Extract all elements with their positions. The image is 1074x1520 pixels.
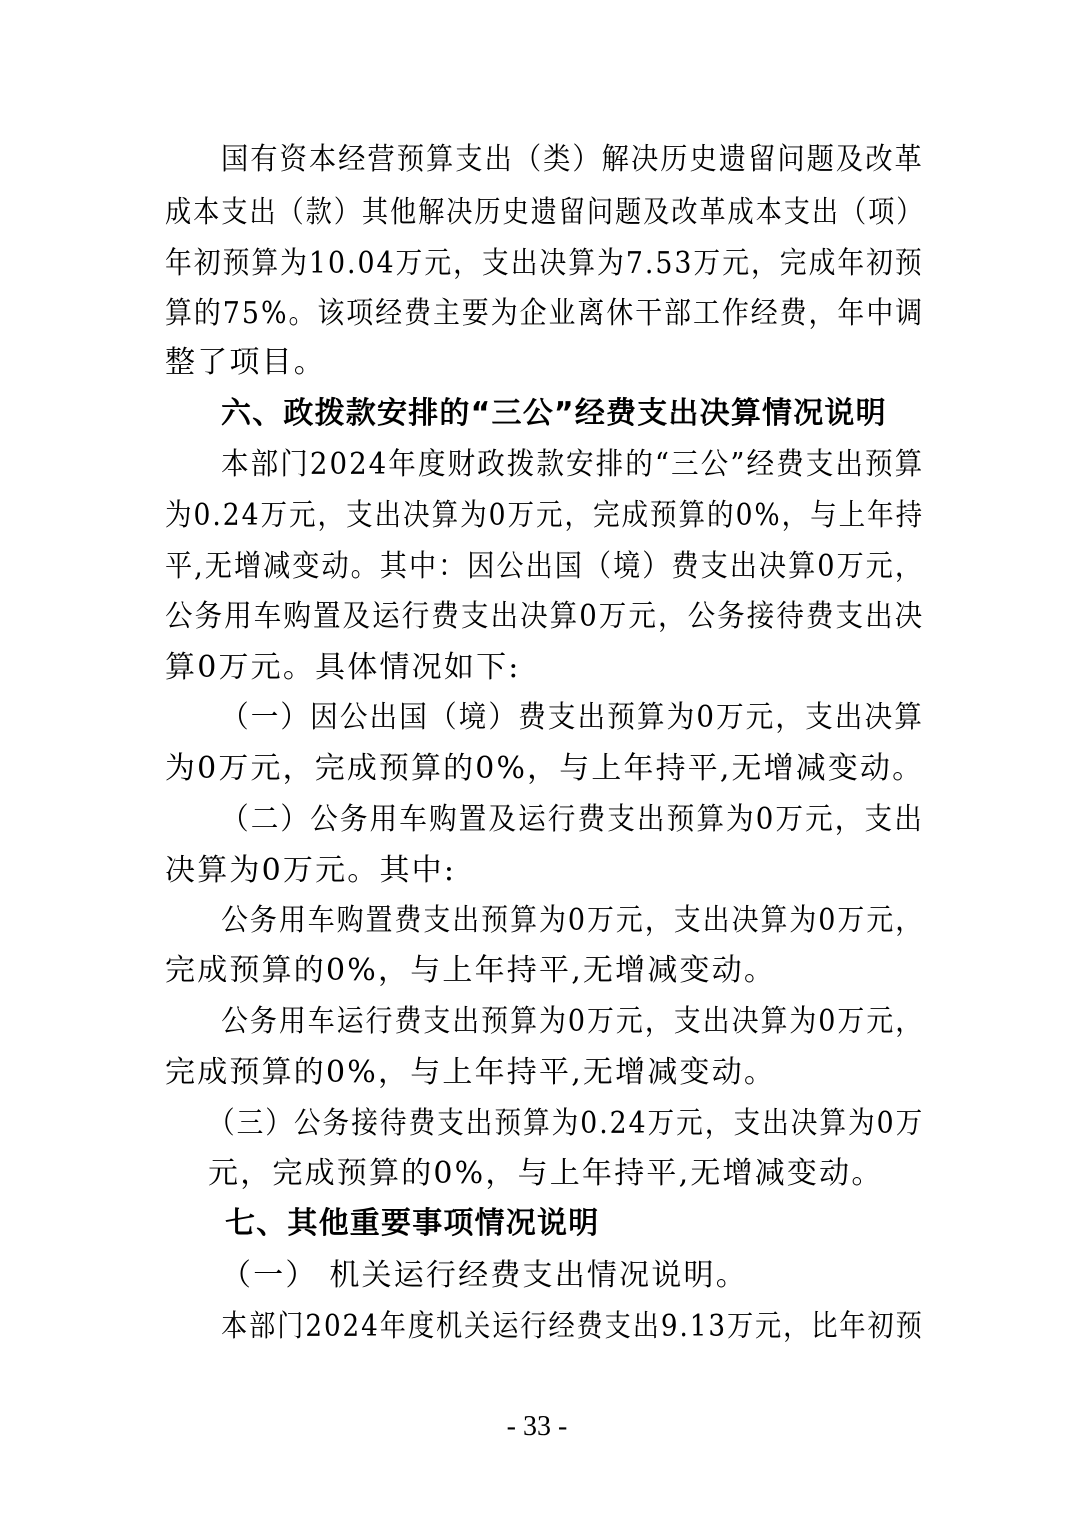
body-line: 算0万元。具体情况如下: — [165, 650, 521, 685]
body-line: （三）公务接待费支出预算为0.24万元，支出决算为0万 — [208, 1106, 925, 1141]
body-line: 公务用车运行费支出预算为0万元，支出决算为0万元， — [221, 1004, 925, 1039]
body-line: （一）因公出国（境）费支出预算为0万元，支出决算 — [221, 700, 924, 735]
body-line: 完成预算的0%，与上年持平,无增减变动。 — [165, 1055, 777, 1090]
body-line: （二）公务用车购置及运行费支出预算为0万元，支出 — [221, 802, 924, 837]
body-line: 公务用车购置及运行费支出决算0万元，公务接待费支出决 — [165, 599, 925, 634]
body-line: 平,无增减变动。其中：因公出国（境）费支出决算0万元， — [165, 549, 925, 584]
body-line: 公务用车购置费支出预算为0万元，支出决算为0万元， — [221, 903, 925, 938]
body-line: 年初预算为10.04万元，支出决算为7.53万元，完成年初预 — [165, 246, 924, 281]
body-line: 为0万元，完成预算的0%，与上年持平,无增减变动。 — [165, 751, 925, 786]
body-line: 国有资本经营预算支出（类）解决历史遗留问题及改革 — [221, 142, 924, 177]
body-line: 决算为0万元。其中: — [165, 853, 457, 888]
body-line: 本部门2024年度财政拨款安排的“三公”经费支出预算 — [221, 447, 925, 482]
body-line: 元，完成预算的0%，与上年持平,无增减变动。 — [208, 1156, 884, 1191]
body-line: 完成预算的0%，与上年持平,无增减变动。 — [165, 953, 777, 988]
body-line: 整了项目。 — [165, 345, 326, 380]
section-heading-6: 六、政拨款安排的“三公”经费支出决算情况说明 — [221, 396, 887, 431]
body-line: 成本支出（款）其他解决历史遗留问题及改革成本支出（项） — [165, 195, 925, 230]
page-number: - 33 - — [506, 1411, 568, 1442]
body-line: （一） 机关运行经费支出情况说明。 — [221, 1258, 748, 1293]
body-line: 算的75%。该项经费主要为企业离休干部工作经费，年中调 — [165, 296, 925, 331]
body-line: 为0.24万元，支出决算为0万元，完成预算的0%，与上年持 — [165, 498, 925, 533]
body-line: 本部门2024年度机关运行经费支出9.13万元，比年初预 — [221, 1309, 924, 1344]
section-heading-7: 七、其他重要事项情况说明 — [225, 1206, 600, 1241]
